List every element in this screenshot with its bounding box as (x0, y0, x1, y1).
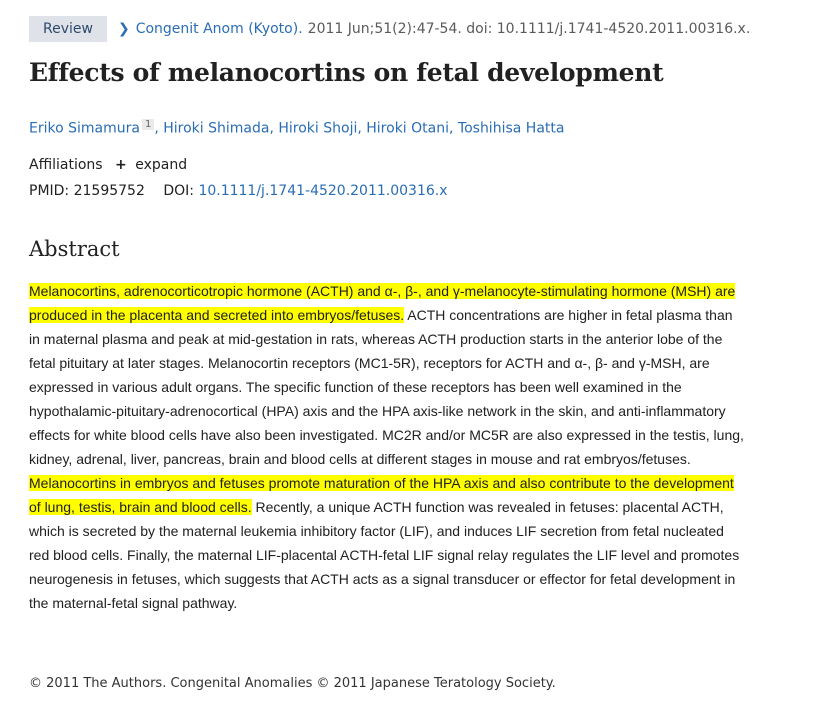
author-link[interactable]: Eriko Simamura (29, 120, 140, 137)
abstract-heading: Abstract (29, 237, 120, 261)
expand-label[interactable]: expand (135, 157, 188, 173)
author-link[interactable]: Hiroki Shoji (278, 120, 358, 137)
author-link[interactable]: Hiroki Otani (366, 120, 449, 137)
author-list: Eriko Simamura $^1$ , Hiroki Shimada, Hiroki Shoji, Hiroki Otani, Toshihisa Hatta (29, 119, 565, 137)
abstract-text (29, 279, 747, 615)
copyright-notice: © 2011 The Authors. Congenital Anomalies © 2011 Japanese Teratology Society. (29, 676, 556, 691)
journal-link[interactable]: Congenit Anom (Kyoto). (135, 21, 303, 37)
review-badge: Review (29, 16, 107, 42)
pmid-value: 21595752 (73, 183, 145, 199)
article-title: Effects of melanocortins on fetal development (29, 58, 664, 87)
abstract-segment: Recently, a unique ACTH function was revealed in fetuses: placental ACTH, which is secreted by the maternal leukemia inhibitory factor (LIF), and induces LIF secretion from fetal nucleated red blood cells. Finally, the maternal LIF-placental ACTH-fetal LIF signal relay regulates the LIF level and promotes neurogenesis in fetuses, which suggests that ACTH acts as a signal transducer or effector for fetal development in the maternal-fetal signal pathway. (29, 499, 740, 611)
identifiers (29, 183, 448, 199)
affiliations-toggle[interactable] (29, 157, 187, 173)
affiliations-label: Affiliations (29, 157, 103, 173)
abstract-highlight: Melanocortins in embryos and fetuses promote maturation of the HPA axis and also contribute to the development of lung, testis, brain and blood cells. (29, 475, 734, 515)
citation-text: 2011 Jun;51(2):47-54. doi: 10.1111/j.1741-4520.2011.00316.x. (307, 21, 751, 37)
doi-link[interactable]: 10.1111/j.1741-4520.2011.00316.x (198, 183, 448, 199)
chevron-right-icon[interactable]: ❯ (117, 21, 130, 37)
affiliation-sup[interactable]: 1 (142, 119, 154, 130)
pmid-label: PMID: (29, 183, 70, 199)
abstract-segment: ACTH concentrations are higher in fetal plasma than in maternal plasma and peak at mid-gestation in rats, whereas ACTH production starts in the anterior lobe of the fetal pituitary at later stages. Melanocortin receptors (MC1-5R), receptors for ACTH and α-, β- and γ-MSH, are expressed in various adult organs. The specific function of these receptors has been well examined in the hypothalamic-pituitary-adrenocortical (HPA) axis and the HPA axis-like network in the skin, and anti-inflammatory effects for white blood cells have also been investigated. MC2R and/or MC5R are also expressed in the testis, lung, kidney, adrenal, liver, pancreas, brain and blood cells at different stages in mouse and rat embryos/fetuses. (29, 307, 744, 467)
author-link[interactable]: Toshihisa Hatta (457, 120, 565, 137)
author-link[interactable]: Hiroki Shimada (163, 120, 270, 137)
citation-header (29, 16, 750, 42)
doi-label: DOI: (163, 183, 194, 199)
abstract-highlight: Melanocortins, adrenocorticotropic hormone (ACTH) and α-, β-, and γ-melanocyte-stimulating hormone (MSH) are produced in the placenta and secreted into embryos/fetuses. (29, 283, 736, 323)
plus-icon[interactable]: + (115, 157, 127, 173)
